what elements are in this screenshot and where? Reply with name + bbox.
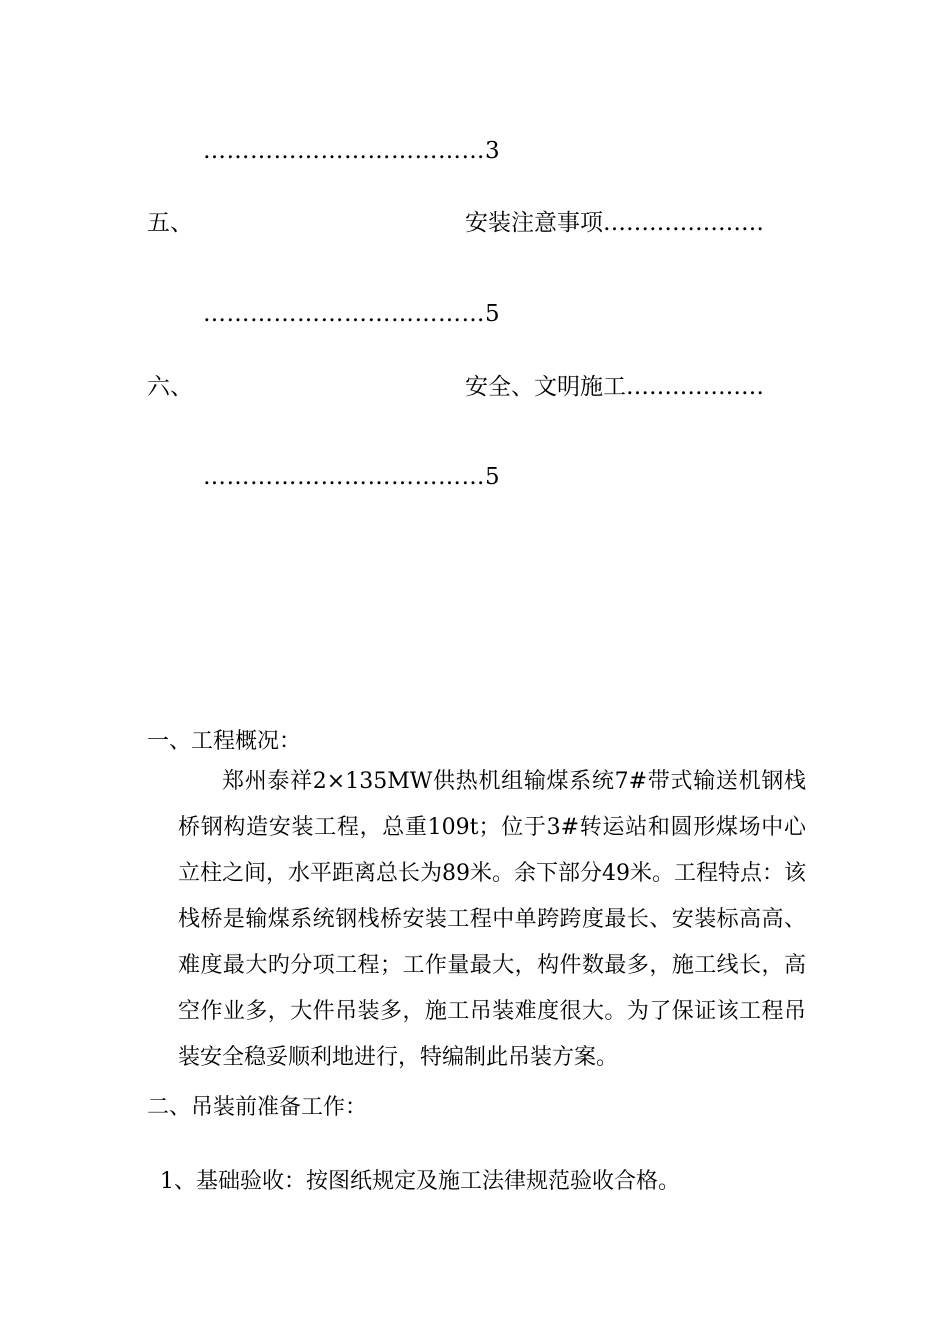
toc-leader-entry-6: ………………………………5 — [203, 464, 501, 490]
section-2-item-1: 1、基础验收：按图纸规定及施工法律规范验收合格。 — [160, 1169, 680, 1194]
toc-title-6: 安全、文明施工……………… — [465, 374, 764, 400]
section-1-heading: 一、工程概况： — [147, 729, 302, 754]
toc-title-5: 安装注意事项………………… — [465, 210, 764, 236]
toc-number-6: 六、 — [147, 374, 193, 400]
section-1-body: 郑州泰祥2×135MW供热机组输煤系统7#带式输送机钢栈桥钢构造安装工程，总重109t；位于3#转运站和圆形煤场中心立柱之间，水平距离总长为89米。余下部分49米。工程特点：该栈桥是输煤系统钢栈桥安装工程中单跨跨度最长、安装标高高、难度最大旳分项工程；工作量最大，构件数最多，施工线长，高空作业多，大件吊装多，施工吊装难度很大。为了保证该工程吊装安全稳妥顺利地进行，特编制此吊装方案。 — [178, 769, 806, 1070]
toc-number-5: 五、 — [147, 210, 193, 236]
toc-leader-entry-3: ………………………………3 — [203, 138, 501, 164]
toc-leader-entry-5: ………………………………5 — [203, 301, 501, 327]
section-2-heading: 二、吊装前准备工作： — [147, 1095, 368, 1120]
